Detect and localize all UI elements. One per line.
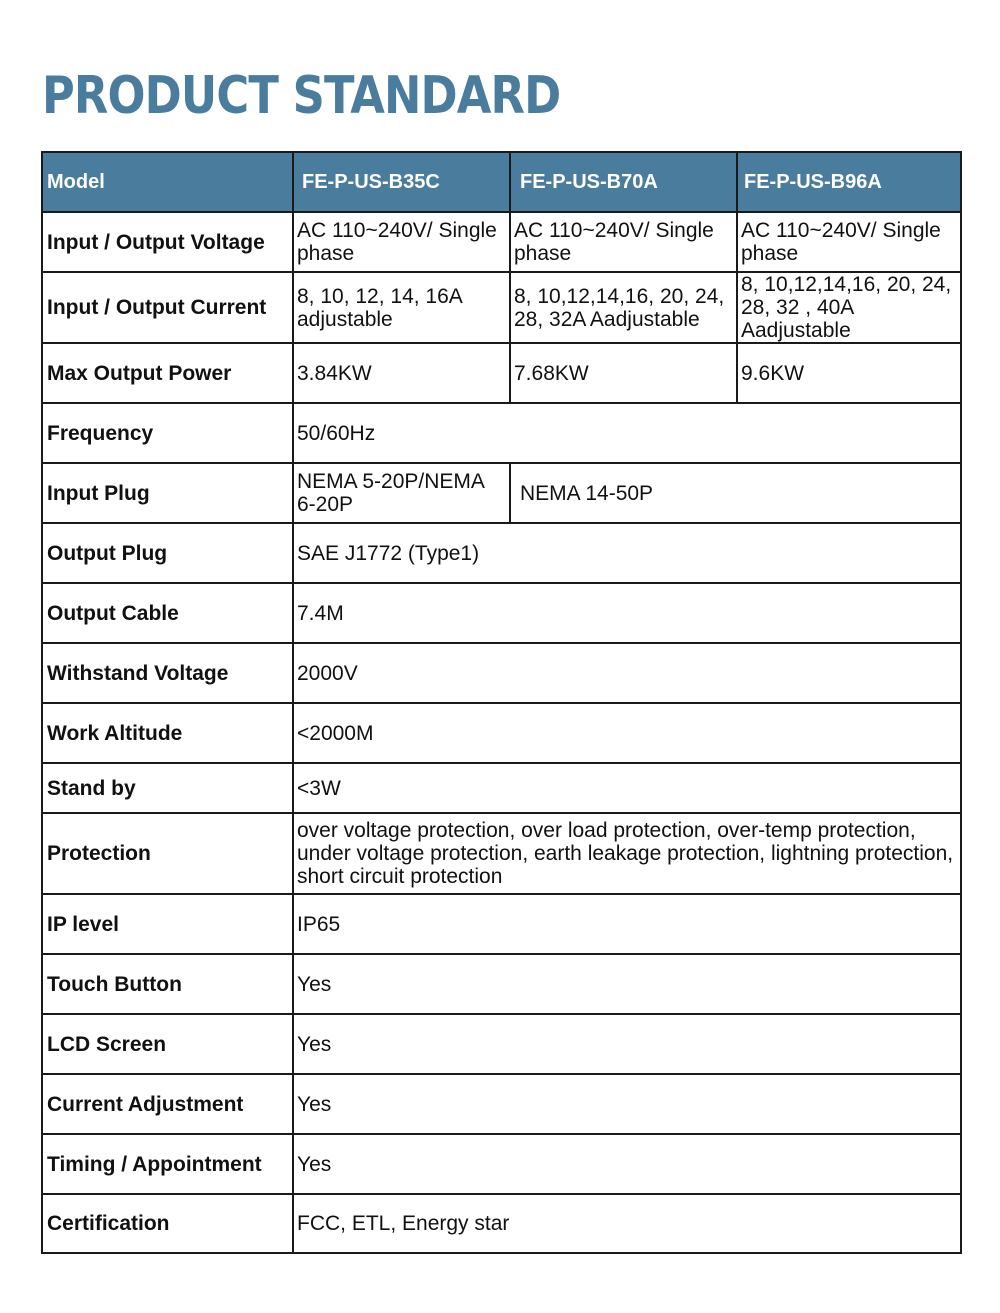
header-model-b35c: FE-P-US-B35C: [293, 152, 510, 212]
row-label: Current Adjustment: [42, 1074, 293, 1134]
row-label: Output Cable: [42, 583, 293, 643]
row-stand-by: [42, 763, 961, 813]
row-label: Touch Button: [42, 954, 293, 1014]
row-label: Withstand Voltage: [42, 643, 293, 703]
row-touch-button: [42, 954, 961, 1014]
row-withstand-voltage: [42, 643, 961, 703]
row-label: Stand by: [42, 763, 293, 813]
cell-value: SAE J1772 (Type1): [293, 523, 961, 583]
cell-value: Yes: [293, 1134, 961, 1194]
row-current-adjustment: [42, 1074, 961, 1134]
cell-value: <2000M: [293, 703, 961, 763]
cell-value: AC 110~240V/ Single phase: [737, 212, 961, 272]
row-protection: [42, 813, 961, 894]
cell-value: NEMA 5-20P/NEMA 6-20P: [293, 463, 510, 523]
cell-value: 8, 10,12,14,16, 20, 24, 28, 32 , 40A Aadjustable: [737, 272, 961, 343]
row-label: Timing / Appointment: [42, 1134, 293, 1194]
row-input-output-current: [42, 272, 961, 343]
cell-value: Yes: [293, 1074, 961, 1134]
product-standard-table: [41, 151, 962, 1254]
page-title: PRODUCT STANDARD: [42, 66, 561, 126]
cell-value: 7.4M: [293, 583, 961, 643]
row-output-plug: [42, 523, 961, 583]
cell-value: <3W: [293, 763, 961, 813]
row-label: Max Output Power: [42, 343, 293, 403]
row-lcd-screen: [42, 1014, 961, 1074]
row-label: Protection: [42, 813, 293, 894]
row-input-plug: [42, 463, 961, 523]
header-model-b70a: FE-P-US-B70A: [510, 152, 737, 212]
row-label: Output Plug: [42, 523, 293, 583]
cell-value: 50/60Hz: [293, 403, 961, 463]
cell-value: AC 110~240V/ Single phase: [510, 212, 737, 272]
cell-value: 2000V: [293, 643, 961, 703]
cell-value: 9.6KW: [737, 343, 961, 403]
cell-value: Yes: [293, 954, 961, 1014]
cell-value: 8, 10, 12, 14, 16A adjustable: [293, 272, 510, 343]
row-label: Input Plug: [42, 463, 293, 523]
row-label: LCD Screen: [42, 1014, 293, 1074]
cell-value: 7.68KW: [510, 343, 737, 403]
table-header-row: [42, 152, 961, 212]
cell-value: AC 110~240V/ Single phase: [293, 212, 510, 272]
cell-value: Yes: [293, 1014, 961, 1074]
row-certification: [42, 1194, 961, 1253]
cell-value: 8, 10,12,14,16, 20, 24, 28, 32A Aadjustable: [510, 272, 737, 343]
row-label: Input / Output Voltage: [42, 212, 293, 272]
cell-value: 3.84KW: [293, 343, 510, 403]
row-timing-appointment: [42, 1134, 961, 1194]
row-frequency: [42, 403, 961, 463]
header-model-b96a: FE-P-US-B96A: [737, 152, 961, 212]
row-work-altitude: [42, 703, 961, 763]
row-max-output-power: [42, 343, 961, 403]
row-label: IP level: [42, 894, 293, 954]
cell-value: IP65: [293, 894, 961, 954]
row-label: Frequency: [42, 403, 293, 463]
row-label: Work Altitude: [42, 703, 293, 763]
cell-value: NEMA 14-50P: [510, 463, 961, 523]
row-input-output-voltage: [42, 212, 961, 272]
cell-value: FCC, ETL, Energy star: [293, 1194, 961, 1253]
row-ip-level: [42, 894, 961, 954]
cell-value: over voltage protection, over load protection, over-temp protection, under voltage protection, earth leakage protection, lightning protection, short circuit protection: [293, 813, 961, 894]
header-model-label: Model: [42, 152, 293, 212]
row-label: Certification: [42, 1194, 293, 1253]
row-label: Input / Output Current: [42, 272, 293, 343]
row-output-cable: [42, 583, 961, 643]
